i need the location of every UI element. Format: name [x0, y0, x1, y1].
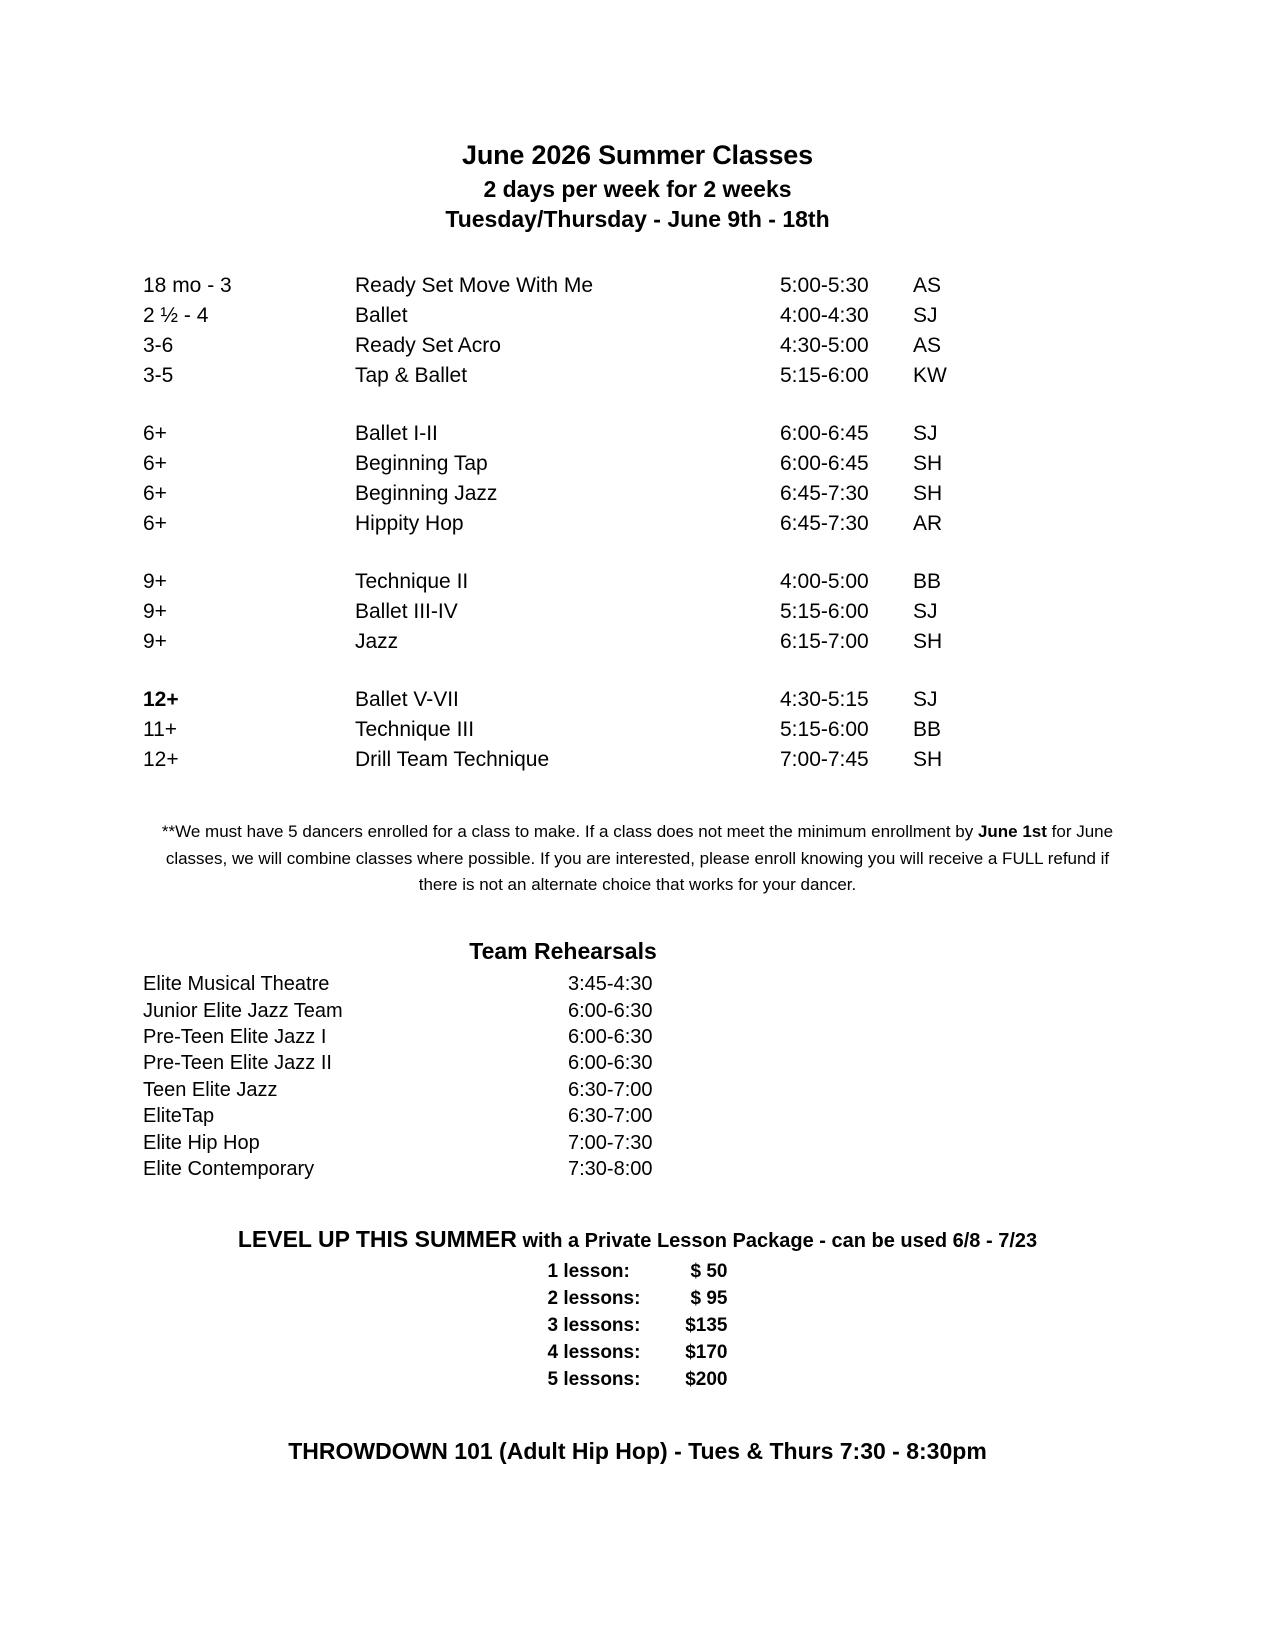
- class-time: 5:15-6:00: [780, 600, 869, 624]
- class-name: Beginning Tap: [355, 452, 488, 476]
- class-row: [143, 627, 1132, 657]
- class-instructor-initials: SH: [913, 482, 943, 506]
- class-age-range: 6+: [143, 482, 167, 506]
- class-instructor-initials: AS: [913, 274, 942, 298]
- class-age-range: 9+: [143, 600, 167, 624]
- class-row: [143, 301, 1132, 331]
- page-header: [0, 0, 1275, 235]
- price-row: [548, 1313, 728, 1340]
- price-value: $200: [685, 1369, 728, 1391]
- class-name: Ballet: [355, 304, 408, 328]
- rehearsal-row: [143, 1103, 1132, 1129]
- private-lesson-headline: [0, 1226, 1275, 1253]
- rehearsal-team-name: Pre-Teen Elite Jazz I: [143, 1026, 327, 1049]
- rehearsal-time: 6:00-6:30: [568, 1052, 653, 1075]
- class-age-range: 6+: [143, 422, 167, 446]
- class-instructor-initials: SH: [913, 748, 943, 772]
- rehearsal-row: [143, 1077, 1132, 1103]
- class-row: [143, 361, 1132, 391]
- price-label: 4 lessons:: [547, 1342, 641, 1364]
- class-time: 6:45-7:30: [780, 512, 869, 536]
- class-schedule: [0, 271, 1275, 775]
- class-group: [143, 271, 1132, 391]
- price-value: $135: [685, 1315, 728, 1337]
- page-title: June 2026 Summer Classes: [462, 140, 813, 170]
- disclaimer-part-1: **We must have 5 dancers enrolled for a class to make. If a class does not meet the minimum enrollment by: [161, 822, 978, 842]
- rehearsal-time: 6:30-7:00: [568, 1105, 653, 1128]
- class-instructor-initials: BB: [913, 718, 942, 742]
- class-instructor-initials: SJ: [913, 304, 938, 328]
- rehearsal-row: [143, 1050, 1132, 1076]
- rehearsal-team-name: Elite Contemporary: [143, 1158, 315, 1181]
- rehearsal-team-name: EliteTap: [143, 1105, 215, 1128]
- class-row: [143, 331, 1132, 361]
- rehearsal-row: [143, 971, 1132, 997]
- rehearsal-time: 3:45-4:30: [568, 973, 653, 996]
- price-row: [548, 1340, 728, 1367]
- team-rehearsals-list: [143, 971, 1132, 1182]
- price-label: 2 lessons:: [547, 1288, 641, 1310]
- class-instructor-initials: AR: [913, 512, 943, 536]
- enrollment-disclaimer: [0, 819, 1275, 898]
- rehearsal-row: [143, 1156, 1132, 1182]
- price-label: 5 lessons:: [547, 1369, 641, 1391]
- class-group: [143, 685, 1132, 775]
- class-instructor-initials: SJ: [913, 688, 938, 712]
- team-rehearsals-title: Team Rehearsals: [469, 938, 657, 965]
- class-row: [143, 597, 1132, 627]
- class-age-range: 12+: [143, 688, 179, 712]
- class-age-range: 6+: [143, 512, 167, 536]
- rehearsal-row: [143, 1024, 1132, 1050]
- price-row: [548, 1259, 728, 1286]
- class-name: Beginning Jazz: [355, 482, 498, 506]
- rehearsal-time: 7:00-7:30: [568, 1131, 653, 1154]
- team-rehearsals-section: [0, 938, 1275, 1182]
- class-row: [143, 449, 1132, 479]
- rehearsal-team-name: Elite Musical Theatre: [143, 973, 330, 996]
- rehearsal-team-name: Elite Hip Hop: [143, 1131, 260, 1154]
- class-time: 5:00-5:30: [780, 274, 869, 298]
- class-time: 5:15-6:00: [780, 718, 869, 742]
- price-label: 1 lesson:: [547, 1261, 630, 1283]
- rehearsal-time: 6:30-7:00: [568, 1078, 653, 1101]
- rehearsal-row: [143, 1130, 1132, 1156]
- private-lesson-pricing: [0, 1259, 1275, 1394]
- level-up-rest: with a Private Lesson Package - can be used 6/8 - 7/23: [516, 1230, 1038, 1253]
- class-group: [143, 567, 1132, 657]
- price-value: $ 50: [690, 1261, 728, 1283]
- class-instructor-initials: SJ: [913, 422, 938, 446]
- class-name: Ready Set Move With Me: [355, 274, 594, 298]
- disclaimer-part-2: for June classes, we will combine classes where possible. If you are interested, please enroll knowing you will receive a FULL refund if there is not an alternate choice that works for your dancer.: [165, 822, 1114, 894]
- class-time: 4:00-4:30: [780, 304, 869, 328]
- class-name: Ballet V-VII: [355, 688, 459, 712]
- class-name: Tap & Ballet: [355, 364, 468, 388]
- class-row: [143, 479, 1132, 509]
- class-name: Hippity Hop: [355, 512, 464, 536]
- class-name: Drill Team Technique: [355, 748, 550, 772]
- rehearsal-team-name: Junior Elite Jazz Team: [143, 999, 343, 1022]
- class-time: 6:00-6:45: [780, 452, 869, 476]
- class-age-range: 3-5: [143, 364, 174, 388]
- page-subtitle-frequency: 2 days per week for 2 weeks: [483, 175, 792, 202]
- rehearsal-row: [143, 998, 1132, 1024]
- class-name: Technique III: [355, 718, 475, 742]
- rehearsal-team-name: Teen Elite Jazz: [143, 1078, 278, 1101]
- class-time: 4:30-5:15: [780, 688, 869, 712]
- class-instructor-initials: SJ: [913, 600, 938, 624]
- class-row: [143, 745, 1132, 775]
- class-time: 6:00-6:45: [780, 422, 869, 446]
- class-age-range: 2 ½ - 4: [143, 304, 209, 328]
- class-row: [143, 419, 1132, 449]
- page-subtitle-dates: Tuesday/Thursday - June 9th - 18th: [445, 206, 830, 233]
- class-row: [143, 509, 1132, 539]
- class-name: Technique II: [355, 570, 469, 594]
- class-name: Ballet I-II: [355, 422, 438, 446]
- class-age-range: 9+: [143, 570, 167, 594]
- price-value: $170: [685, 1342, 728, 1364]
- class-instructor-initials: AS: [913, 334, 942, 358]
- class-age-range: 12+: [143, 748, 179, 772]
- disclaimer-bold-deadline: June 1st: [977, 822, 1047, 842]
- price-label: 3 lessons:: [547, 1315, 641, 1337]
- class-instructor-initials: KW: [913, 364, 947, 388]
- class-time: 4:00-5:00: [780, 570, 869, 594]
- class-row: [143, 567, 1132, 597]
- rehearsal-time: 7:30-8:00: [568, 1158, 653, 1181]
- class-age-range: 9+: [143, 630, 167, 654]
- class-row: [143, 271, 1132, 301]
- class-time: 4:30-5:00: [780, 334, 869, 358]
- class-row: [143, 715, 1132, 745]
- class-instructor-initials: SH: [913, 630, 943, 654]
- rehearsal-time: 6:00-6:30: [568, 999, 653, 1022]
- level-up-lead: LEVEL UP THIS SUMMER: [237, 1226, 517, 1253]
- class-name: Ready Set Acro: [355, 334, 501, 358]
- rehearsal-time: 6:00-6:30: [568, 1026, 653, 1049]
- rehearsal-team-name: Pre-Teen Elite Jazz II: [143, 1052, 332, 1075]
- class-age-range: 11+: [143, 718, 178, 742]
- class-time: 6:15-7:00: [780, 630, 869, 654]
- class-time: 7:00-7:45: [780, 748, 869, 772]
- class-group: [143, 419, 1132, 539]
- class-instructor-initials: BB: [913, 570, 942, 594]
- price-row: [548, 1367, 728, 1394]
- price-value: $ 95: [690, 1288, 728, 1310]
- class-name: Jazz: [355, 630, 399, 654]
- class-row: [143, 685, 1132, 715]
- class-name: Ballet III-IV: [355, 600, 458, 624]
- class-age-range: 18 mo - 3: [143, 274, 232, 298]
- price-row: [548, 1286, 728, 1313]
- class-age-range: 6+: [143, 452, 167, 476]
- throwdown-notice: THROWDOWN 101 (Adult Hip Hop) - Tues & Thurs 7:30 - 8:30pm: [288, 1438, 987, 1465]
- class-time: 5:15-6:00: [780, 364, 869, 388]
- class-instructor-initials: SH: [913, 452, 943, 476]
- class-time: 6:45-7:30: [780, 482, 869, 506]
- class-age-range: 3-6: [143, 334, 174, 358]
